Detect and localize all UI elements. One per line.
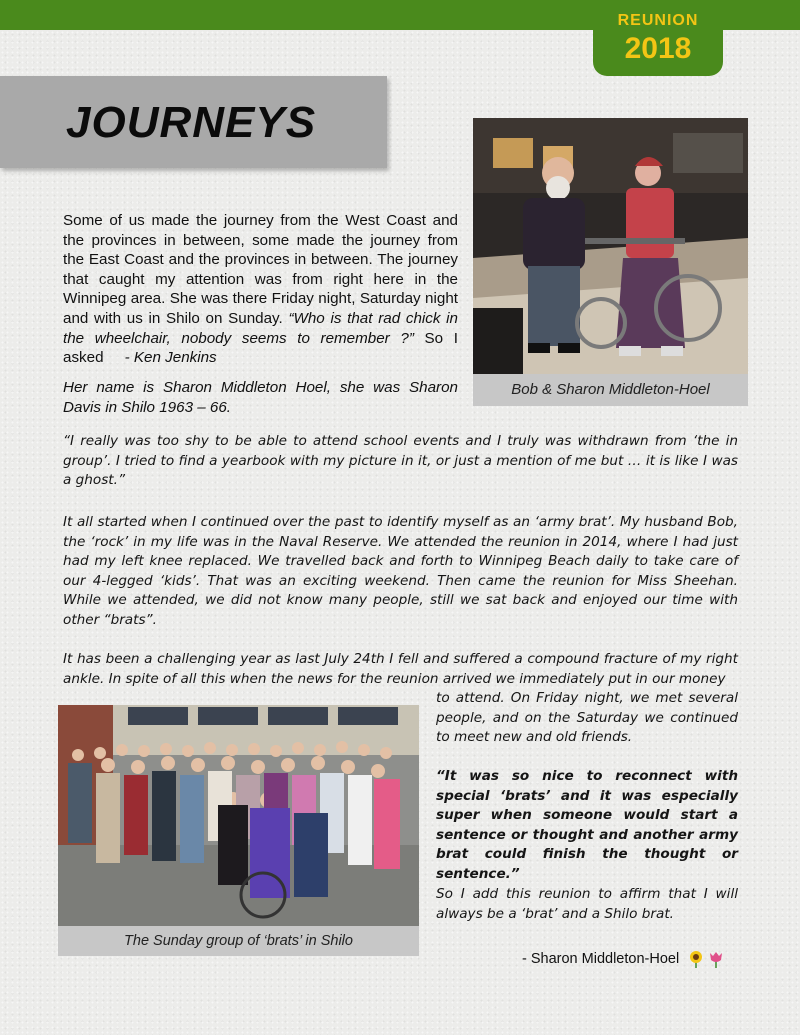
intro-name-line: Her name is Sharon Middleton Hoel, she was Sharon Davis in Shilo 1963 – 66.: [63, 379, 458, 416]
badge-year: 2018: [624, 32, 692, 65]
tulip-icon: [710, 952, 722, 968]
intro-question: “Who is that rad chick in the wheelchair, nobody seems to remember ?”: [63, 309, 458, 347]
group-photo-caption: The Sunday group of ‘brats’ in Shilo: [58, 926, 419, 956]
closing-paragraph: So I add this reunion to affirm that I will always be a ‘brat’ and a Shilo brat.: [436, 886, 738, 922]
intro-paragraph: [63, 211, 458, 368]
couple-photo: [473, 118, 748, 374]
story-paragraph: It all started when I continued over the past to identify myself as an ‘army brat’. My husband Bob, the ‘rock’ in my life was in the Naval Reserve. We attended the reunion in 2014, where I had just had my left knee replaced. We travelled back and forth to Winnipeg Beach daily to take care of our 4-legged ‘kids’. That was an exciting weekend. Then came the reunion for Miss Sheehan. While we attended, we did not know many people, still we sat back and enjoyed our time with other “brats”.: [63, 514, 738, 628]
shy-quote-paragraph: “I really was too shy to be able to attend school events and I truly was withdrawn from ‘the in group’. I tried to find a yearbook with my picture in it, or just a mention of me but … it is like I was a ghost.”: [63, 433, 738, 489]
intro-asked: So I asked: [63, 329, 458, 367]
group-photo: [58, 705, 419, 926]
intro-byline: - Ken Jenkins: [124, 349, 217, 367]
attend-paragraph: to attend. On Friday night, we met several people, and on the Saturday we continued to meet new and old friends.: [436, 690, 738, 746]
reunion-badge: [593, 6, 723, 76]
badge-label: REUNION: [617, 12, 699, 29]
challenging-year-paragraph: It has been a challenging year as last July 24th I fell and suffered a compound fracture of my right ankle. In spite of all this when the news for the reunion arrived we immediately put in our money: [63, 651, 738, 687]
group-photo-image: [58, 705, 419, 926]
page-title: JOURNEYS: [66, 98, 317, 147]
sunflower-icon: [690, 951, 702, 968]
couple-photo-image: [473, 118, 748, 374]
reconnect-quote: “It was so nice to reconnect with special ‘brats’ and it was especially super when someone would start a sentence or thought and another army brat could finish the thought or sentence.”: [436, 768, 738, 882]
intro-text: Some of us made the journey from the West Coast and the provinces in between, some made the journey from the East Coast and the provinces in between. The journey that caught my attention was from right here in the Winnipeg area. She was there Friday night, Saturday night and with us in Shilo on Sunday.: [63, 212, 458, 327]
signature: - Sharon Middleton-Hoel: [522, 951, 680, 967]
couple-photo-caption: Bob & Sharon Middleton-Hoel: [473, 374, 748, 406]
flower-icons: [687, 949, 727, 969]
